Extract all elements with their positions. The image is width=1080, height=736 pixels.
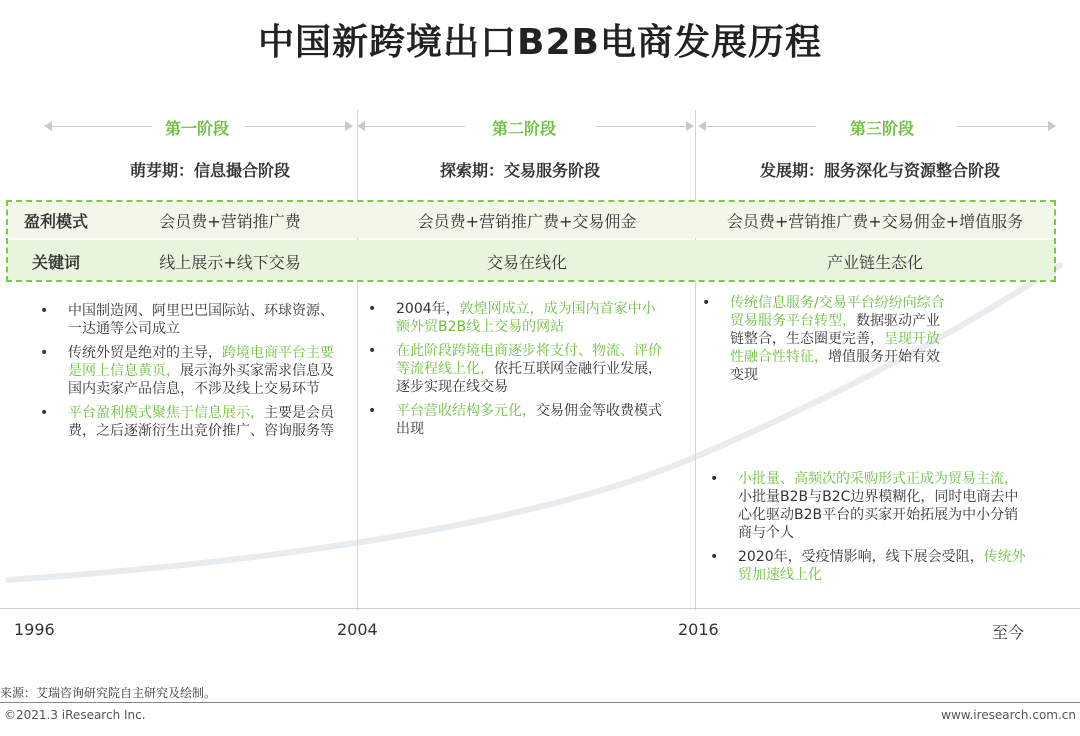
profit-row-label: 盈利模式 <box>24 212 89 231</box>
bullet-text: 数据驱动产业链整合，生态圈更完善， <box>730 313 940 347</box>
stage-1-bullets <box>40 302 334 446</box>
copyright: ©2021.3 iResearch Inc. <box>4 708 146 722</box>
bullet-item <box>40 302 334 338</box>
stage-1-label: 第一阶段 <box>164 119 229 138</box>
arrow-line <box>596 126 686 127</box>
bullet-text: 展示海外买家需求信息及国内卖家产品信息，不涉及线上交易环节 <box>68 363 334 397</box>
year-label: 1996 <box>14 620 55 639</box>
bullet-text: 中国制造网、阿里巴巴国际站、环球资源、一达通等公司成立 <box>68 303 334 337</box>
bullet-dot-icon: • <box>40 303 49 319</box>
arrow-line <box>958 126 1048 127</box>
bullet-text: 小批量B2B与B2C边界模糊化，同时电商去中心化驱动B2B平台的买家开始拓展为中小分销商与个人 <box>738 489 1019 541</box>
bullet-item <box>710 548 1028 584</box>
arrow-right-icon <box>345 121 353 131</box>
bullet-dot-icon: • <box>40 405 49 421</box>
bullet-item <box>368 402 666 438</box>
profit-stage-1: 会员费+营销推广费 <box>159 212 301 231</box>
stage-3-bullets-top <box>702 294 950 390</box>
keyword-row-label: 关键词 <box>32 253 81 272</box>
arrow-left-icon <box>698 121 706 131</box>
bullet-item <box>368 300 666 336</box>
bullet-text: 在此阶段跨境电商逐步将支付、物流、评价等流程线上化， <box>396 343 662 377</box>
divider-2016 <box>695 110 696 610</box>
bullet-item <box>40 404 334 440</box>
bullet-text: 主要是会员费，之后逐渐衍生出竞价推广、咨询服务等 <box>68 405 334 439</box>
bullet-item <box>702 294 950 384</box>
keyword-stage-2: 交易在线化 <box>486 253 567 272</box>
bullet-dot-icon: • <box>702 295 711 311</box>
arrow-line <box>245 126 345 127</box>
bullet-text: 敦煌网成立，成为国内首家中小额外贸B2B线上交易的网站 <box>396 301 656 335</box>
profit-stage-3: 会员费+营销推广费+交易佣金+增值服务 <box>726 212 1024 231</box>
stage-3-label: 第三阶段 <box>849 119 914 138</box>
bullet-text: 传统信息服务/交易平台纷纷向综合贸易服务平台转型， <box>730 295 945 329</box>
keyword-stage-1: 线上展示+线下交易 <box>159 253 301 272</box>
bullet-text: 传统外贸是绝对的主导， <box>68 345 222 361</box>
arrow-left-icon <box>44 121 52 131</box>
footer-divider <box>0 702 1080 703</box>
profit-stage-2: 会员费+营销推广费+交易佣金 <box>417 212 637 231</box>
arrow-left-icon <box>357 121 365 131</box>
stage-3-bullets-bottom <box>710 470 1028 590</box>
bullet-text: 平台盈利模式聚焦于信息展示， <box>68 405 264 421</box>
keyword-stage-3: 产业链生态化 <box>826 253 923 272</box>
bullet-text: 呈现开放性融合性特征， <box>730 331 940 365</box>
year-label: 2016 <box>678 620 719 639</box>
arrow-right-icon <box>686 121 694 131</box>
year-label: 至今 <box>992 623 1025 642</box>
bullet-text: 跨境电商平台主要是网上信息黄页， <box>68 345 334 379</box>
bullet-item <box>40 344 334 398</box>
year-label: 2004 <box>337 620 378 639</box>
bullet-text: 2004年， <box>396 301 460 317</box>
arrow-line <box>706 126 816 127</box>
bullet-text: 平台营收结构多元化， <box>396 403 536 419</box>
arrow-right-icon <box>1048 121 1056 131</box>
bullet-dot-icon: • <box>710 549 719 565</box>
website-link[interactable]: www.iresearch.com.cn <box>941 708 1076 722</box>
bullet-text: 传统外贸加速线上化 <box>738 549 1026 583</box>
bullet-text: 2020年，受疫情影响，线下展会受阻， <box>738 549 984 565</box>
bullet-dot-icon: • <box>710 471 719 487</box>
bullet-text: 交易佣金等收费模式出现 <box>396 403 662 437</box>
bullet-dot-icon: • <box>40 345 49 361</box>
bullet-text: 依托互联网金融行业发展，逐步实现在线交易 <box>396 361 662 395</box>
stage-1-subtitle: 萌芽期：信息撮合阶段 <box>129 161 290 180</box>
stage-3-subtitle: 发展期：服务深化与资源整合阶段 <box>759 161 1000 180</box>
source-note: 来源：艾瑞咨询研究院自主研究及绘制。 <box>0 686 217 700</box>
bullet-text: 增值服务开始有效变现 <box>730 349 940 383</box>
bullet-dot-icon: • <box>368 301 377 317</box>
stage-2-label: 第二阶段 <box>491 119 556 138</box>
bullet-item <box>368 342 666 396</box>
bullet-item <box>710 470 1028 542</box>
bullet-dot-icon: • <box>368 403 377 419</box>
arrow-line <box>365 126 465 127</box>
timeline-axis <box>0 608 1080 609</box>
divider-2004 <box>357 110 358 610</box>
bullet-text: 小批量、高频次的采购形式正成为贸易主流， <box>738 471 1018 487</box>
page-title: 中国新跨境出口B2B电商发展历程 <box>258 22 822 63</box>
bullet-dot-icon: • <box>368 343 377 359</box>
stage-2-bullets <box>368 300 666 444</box>
stage-2-subtitle: 探索期：交易服务阶段 <box>439 161 600 180</box>
